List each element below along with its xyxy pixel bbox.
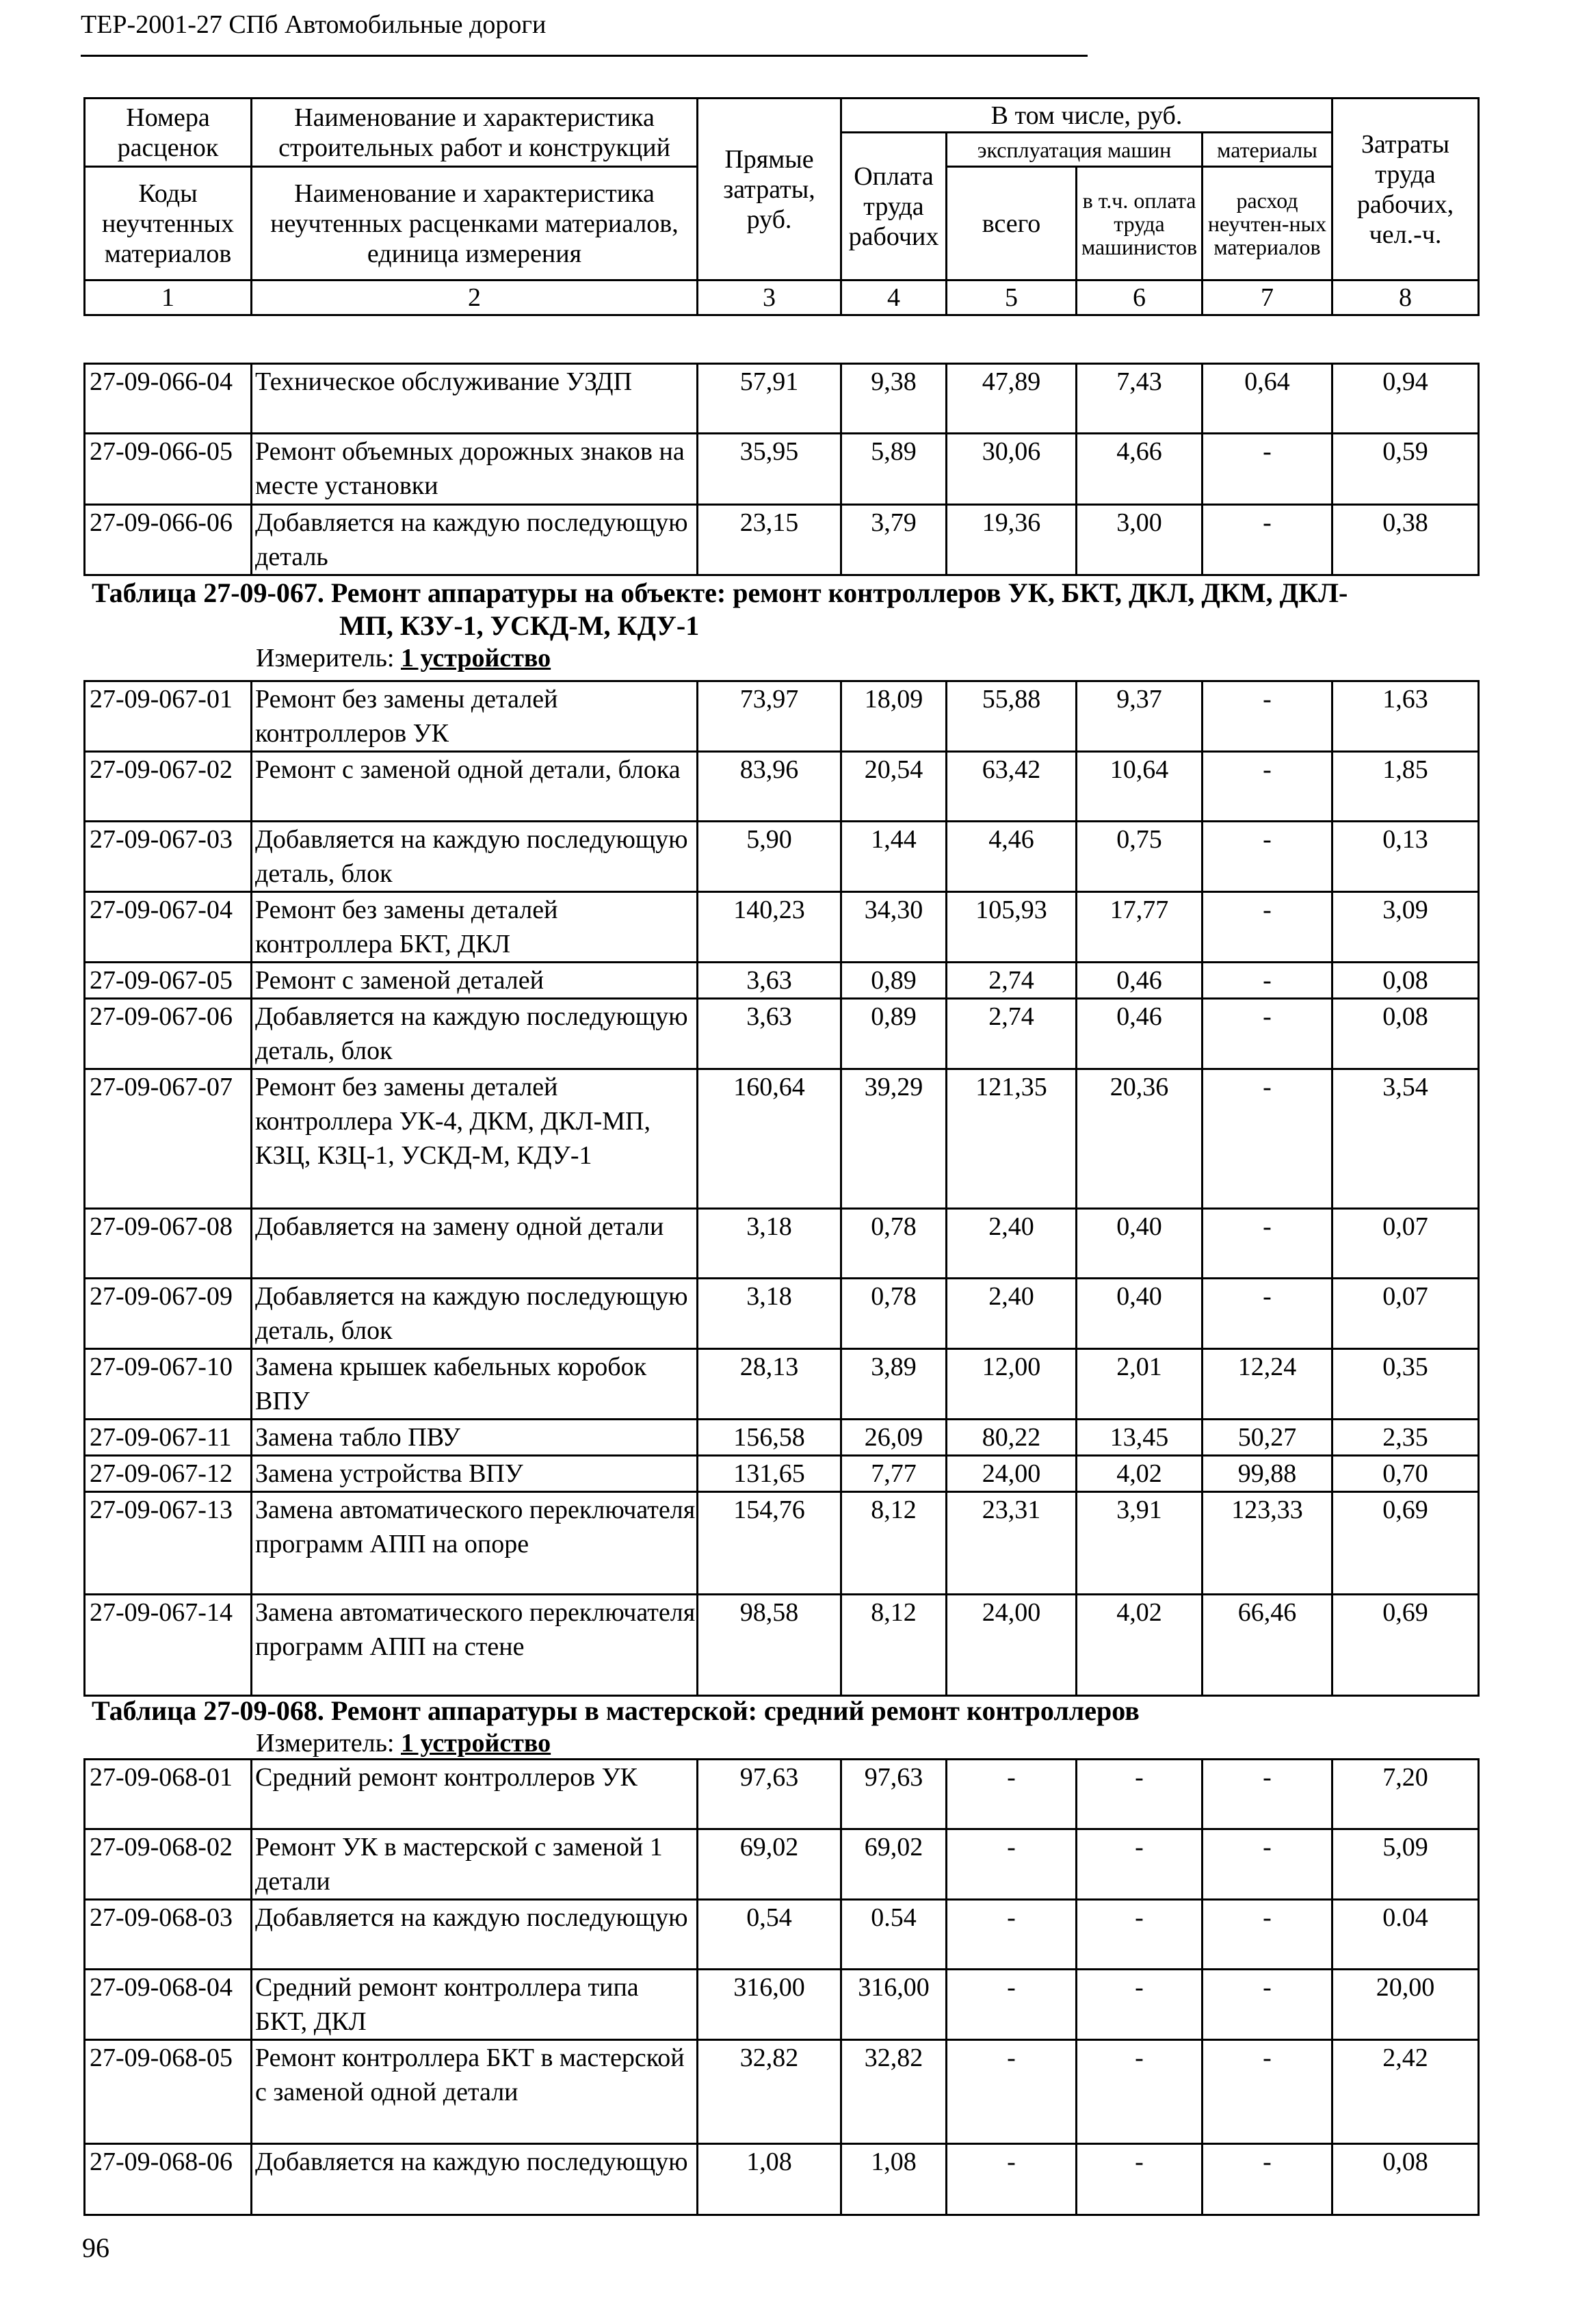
rate-code: 27-09-066-06	[85, 505, 252, 575]
rate-code: 27-09-067-14	[85, 1595, 252, 1696]
rate-code: 27-09-068-06	[85, 2144, 252, 2215]
labor-hours: 1,85	[1332, 752, 1479, 822]
operator-cost: 0,46	[1077, 999, 1203, 1069]
material-cost: -	[1203, 2144, 1332, 2215]
machine-cost: -	[947, 2040, 1077, 2144]
header-number: 8	[1332, 280, 1479, 315]
material-cost: -	[1203, 1829, 1332, 1900]
rate-code: 27-09-067-01	[85, 681, 252, 752]
labor-hours: 0,94	[1332, 364, 1479, 434]
operator-cost: 20,36	[1077, 1069, 1203, 1209]
header-col1-top: Номера расценок	[85, 99, 252, 167]
rate-code: 27-09-067-04	[85, 892, 252, 963]
labor-cost: 20,54	[841, 752, 947, 822]
header-col7: расход неучтен-ных материалов	[1203, 167, 1332, 280]
table-row	[85, 1069, 1479, 1209]
table-068-title: Таблица 27-09-068. Ремонт аппаратуры в мастерской: средний ремонт контроллеров	[92, 1695, 1140, 1726]
material-cost: -	[1203, 999, 1332, 1069]
work-description: Добавляется на каждую последующую деталь, блок	[252, 1279, 698, 1349]
labor-hours: 0,08	[1332, 2144, 1479, 2215]
machine-cost: 121,35	[947, 1069, 1077, 1209]
operator-cost: -	[1077, 1900, 1203, 1970]
direct-cost: 69,02	[698, 1829, 841, 1900]
work-description: Добавляется на каждую последующую	[252, 2144, 698, 2215]
machine-cost: 24,00	[947, 1595, 1077, 1696]
labor-cost: 0,78	[841, 1279, 947, 1349]
material-cost: -	[1203, 1209, 1332, 1279]
header-col2-bottom: Наименование и характеристика неучтенных расценками материалов, единица измерения	[252, 167, 698, 280]
rate-code: 27-09-067-06	[85, 999, 252, 1069]
operator-cost: 0,46	[1077, 963, 1203, 999]
table-row	[85, 892, 1479, 963]
labor-cost: 9,38	[841, 364, 947, 434]
work-description: Замена автоматического переключателя программ АПП на стене	[252, 1595, 698, 1696]
header-number: 3	[698, 280, 841, 315]
header-divider	[81, 55, 1088, 57]
work-description: Техническое обслуживание УЗДП	[252, 364, 698, 434]
rate-code: 27-09-067-13	[85, 1492, 252, 1595]
labor-cost: 0,78	[841, 1209, 947, 1279]
header-number: 4	[841, 280, 947, 315]
table-row	[85, 364, 1479, 434]
table-row	[85, 2144, 1479, 2215]
work-description: Средний ремонт контроллеров УК	[252, 1760, 698, 1829]
labor-cost: 8,12	[841, 1595, 947, 1696]
operator-cost: 4,02	[1077, 1456, 1203, 1492]
labor-cost: 18,09	[841, 681, 947, 752]
table-067-meter	[256, 643, 551, 673]
table-067	[83, 680, 1480, 1697]
labor-cost: 1,44	[841, 822, 947, 892]
work-description: Ремонт с заменой деталей	[252, 963, 698, 999]
work-description: Добавляется на каждую последующую деталь, блок	[252, 999, 698, 1069]
column-header-table	[83, 97, 1480, 316]
work-description: Ремонт УК в мастерской с заменой 1 детали	[252, 1829, 698, 1900]
header-group: В том числе, руб.	[841, 99, 1332, 133]
work-description: Ремонт с заменой одной детали, блока	[252, 752, 698, 822]
header-col6: в т.ч. оплата труда машинистов	[1077, 167, 1203, 280]
material-cost: -	[1203, 1760, 1332, 1829]
direct-cost: 316,00	[698, 1970, 841, 2040]
labor-cost: 0,89	[841, 999, 947, 1069]
operator-cost: -	[1077, 1970, 1203, 2040]
operator-cost: 4,66	[1077, 434, 1203, 505]
direct-cost: 140,23	[698, 892, 841, 963]
table-row	[85, 1900, 1479, 1970]
direct-cost: 23,15	[698, 505, 841, 575]
work-description: Добавляется на замену одной детали	[252, 1209, 698, 1279]
labor-hours: 5,09	[1332, 1829, 1479, 1900]
labor-hours: 0,35	[1332, 1349, 1479, 1420]
work-description: Ремонт без замены деталей контроллеров УК	[252, 681, 698, 752]
labor-hours: 0,13	[1332, 822, 1479, 892]
rate-code: 27-09-067-07	[85, 1069, 252, 1209]
direct-cost: 28,13	[698, 1349, 841, 1420]
direct-cost: 5,90	[698, 822, 841, 892]
meter-value: 1 устройство	[401, 644, 551, 673]
operator-cost: 4,02	[1077, 1595, 1203, 1696]
labor-hours: 3,09	[1332, 892, 1479, 963]
direct-cost: 97,63	[698, 1760, 841, 1829]
table-row	[85, 1349, 1479, 1420]
rate-code: 27-09-068-04	[85, 1970, 252, 2040]
labor-hours: 0,38	[1332, 505, 1479, 575]
labor-hours: 2,42	[1332, 2040, 1479, 2144]
header-number: 1	[85, 280, 252, 315]
direct-cost: 32,82	[698, 2040, 841, 2144]
direct-cost: 35,95	[698, 434, 841, 505]
material-cost: -	[1203, 822, 1332, 892]
table-row	[85, 2040, 1479, 2144]
table-row	[85, 1279, 1479, 1349]
rate-code: 27-09-067-10	[85, 1349, 252, 1420]
table-row	[85, 999, 1479, 1069]
machine-cost: -	[947, 1760, 1077, 1829]
direct-cost: 73,97	[698, 681, 841, 752]
direct-cost: 156,58	[698, 1420, 841, 1456]
table-067-title-cont: МП, КЗУ-1, УСКД-М, КДУ-1	[339, 610, 700, 641]
work-description: Добавляется на каждую последующую деталь	[252, 505, 698, 575]
table-row	[85, 1970, 1479, 2040]
material-cost: 0,64	[1203, 364, 1332, 434]
machine-cost: 30,06	[947, 434, 1077, 505]
operator-cost: -	[1077, 1760, 1203, 1829]
header-col4: Оплата труда рабочих	[841, 133, 947, 280]
operator-cost: 13,45	[1077, 1420, 1203, 1456]
material-cost: 66,46	[1203, 1595, 1332, 1696]
table-row	[85, 822, 1479, 892]
work-description: Ремонт контроллера БКТ в мастерской с заменой одной детали	[252, 2040, 698, 2144]
rate-code: 27-09-068-01	[85, 1760, 252, 1829]
labor-hours: 1,63	[1332, 681, 1479, 752]
operator-cost: 0,75	[1077, 822, 1203, 892]
machine-cost: 105,93	[947, 892, 1077, 963]
material-cost: 99,88	[1203, 1456, 1332, 1492]
direct-cost: 3,63	[698, 999, 841, 1069]
header-number: 2	[252, 280, 698, 315]
operator-cost: -	[1077, 1829, 1203, 1900]
table-068-meter	[256, 1728, 551, 1758]
work-description: Замена табло ПВУ	[252, 1420, 698, 1456]
direct-cost: 1,08	[698, 2144, 841, 2215]
labor-hours: 0,07	[1332, 1279, 1479, 1349]
labor-hours: 0,07	[1332, 1209, 1479, 1279]
material-cost: 12,24	[1203, 1349, 1332, 1420]
labor-cost: 69,02	[841, 1829, 947, 1900]
labor-cost: 97,63	[841, 1760, 947, 1829]
labor-cost: 32,82	[841, 2040, 947, 2144]
meter-value: 1 устройство	[401, 1729, 551, 1758]
machine-cost: -	[947, 1900, 1077, 1970]
page-number: 96	[82, 2232, 109, 2263]
table-row	[85, 752, 1479, 822]
labor-hours: 0,70	[1332, 1456, 1479, 1492]
material-cost: -	[1203, 434, 1332, 505]
table-row	[85, 505, 1479, 575]
labor-cost: 3,89	[841, 1349, 947, 1420]
rate-code: 27-09-067-03	[85, 822, 252, 892]
rate-code: 27-09-068-02	[85, 1829, 252, 1900]
table-067-title: Таблица 27-09-067. Ремонт аппаратуры на объекте: ремонт контроллеров УК, БКТ, ДКЛ, ДКМ, ДКЛ-	[92, 577, 1348, 608]
operator-cost: -	[1077, 2040, 1203, 2144]
machine-cost: 47,89	[947, 364, 1077, 434]
rate-code: 27-09-067-12	[85, 1456, 252, 1492]
direct-cost: 98,58	[698, 1595, 841, 1696]
material-cost: -	[1203, 1970, 1332, 2040]
machine-cost: 2,40	[947, 1209, 1077, 1279]
labor-hours: 0,08	[1332, 999, 1479, 1069]
table-row	[85, 1595, 1479, 1696]
labor-hours: 0,59	[1332, 434, 1479, 505]
meter-label: Измеритель:	[256, 644, 395, 673]
header-col1-bottom: Коды неучтенных материалов	[85, 167, 252, 280]
labor-hours: 0,08	[1332, 963, 1479, 999]
operator-cost: -	[1077, 2144, 1203, 2215]
material-cost: -	[1203, 1069, 1332, 1209]
machine-cost: 12,00	[947, 1349, 1077, 1420]
material-cost: 50,27	[1203, 1420, 1332, 1456]
machine-cost: 63,42	[947, 752, 1077, 822]
labor-hours: 2,35	[1332, 1420, 1479, 1456]
rate-code: 27-09-066-05	[85, 434, 252, 505]
table-row	[85, 963, 1479, 999]
direct-cost: 131,65	[698, 1456, 841, 1492]
direct-cost: 57,91	[698, 364, 841, 434]
direct-cost: 3,18	[698, 1209, 841, 1279]
labor-hours: 3,54	[1332, 1069, 1479, 1209]
rate-code: 27-09-067-08	[85, 1209, 252, 1279]
rate-code: 27-09-066-04	[85, 364, 252, 434]
labor-cost: 0.54	[841, 1900, 947, 1970]
operator-cost: 3,00	[1077, 505, 1203, 575]
material-cost: -	[1203, 963, 1332, 999]
header-col3: Прямые затраты, руб.	[698, 99, 841, 280]
labor-cost: 34,30	[841, 892, 947, 963]
machine-cost: -	[947, 2144, 1077, 2215]
operator-cost: 17,77	[1077, 892, 1203, 963]
material-cost: -	[1203, 1279, 1332, 1349]
work-description: Замена автоматического переключателя программ АПП на опоре	[252, 1492, 698, 1595]
material-cost: -	[1203, 1900, 1332, 1970]
direct-cost: 3,63	[698, 963, 841, 999]
machine-cost: 55,88	[947, 681, 1077, 752]
running-head: ТЕР-2001-27 СПб Автомобильные дороги	[81, 10, 547, 39]
rate-code: 27-09-067-02	[85, 752, 252, 822]
rate-code: 27-09-068-05	[85, 2040, 252, 2144]
header-col8: Затраты труда рабочих, чел.-ч.	[1332, 99, 1479, 280]
rate-code: 27-09-068-03	[85, 1900, 252, 1970]
operator-cost: 7,43	[1077, 364, 1203, 434]
table-row	[85, 1829, 1479, 1900]
material-cost: -	[1203, 2040, 1332, 2144]
labor-cost: 316,00	[841, 1970, 947, 2040]
table-row	[85, 681, 1479, 752]
labor-cost: 39,29	[841, 1069, 947, 1209]
machine-cost: 19,36	[947, 505, 1077, 575]
labor-hours: 7,20	[1332, 1760, 1479, 1829]
material-cost: 123,33	[1203, 1492, 1332, 1595]
direct-cost: 160,64	[698, 1069, 841, 1209]
table-row	[85, 1492, 1479, 1595]
machine-cost: 80,22	[947, 1420, 1077, 1456]
table-row	[85, 434, 1479, 505]
direct-cost: 154,76	[698, 1492, 841, 1595]
labor-hours: 0,69	[1332, 1595, 1479, 1696]
direct-cost: 3,18	[698, 1279, 841, 1349]
operator-cost: 10,64	[1077, 752, 1203, 822]
header-number: 5	[947, 280, 1077, 315]
header-col5: всего	[947, 167, 1077, 280]
operator-cost: 9,37	[1077, 681, 1203, 752]
labor-hours: 20,00	[1332, 1970, 1479, 2040]
machine-cost: 24,00	[947, 1456, 1077, 1492]
machine-cost: -	[947, 1829, 1077, 1900]
machine-cost: 2,40	[947, 1279, 1077, 1349]
machine-cost: 2,74	[947, 999, 1077, 1069]
material-cost: -	[1203, 681, 1332, 752]
work-description: Добавляется на каждую последующую	[252, 1900, 698, 1970]
machine-cost: 4,46	[947, 822, 1077, 892]
work-description: Средний ремонт контроллера типа БКТ, ДКЛ	[252, 1970, 698, 2040]
direct-cost: 83,96	[698, 752, 841, 822]
header-number: 6	[1077, 280, 1203, 315]
material-cost: -	[1203, 505, 1332, 575]
operator-cost: 2,01	[1077, 1349, 1203, 1420]
rate-code: 27-09-067-05	[85, 963, 252, 999]
header-machines: эксплуатация машин	[947, 133, 1203, 167]
operator-cost: 0,40	[1077, 1209, 1203, 1279]
table-row	[85, 1420, 1479, 1456]
labor-cost: 8,12	[841, 1492, 947, 1595]
rate-code: 27-09-067-09	[85, 1279, 252, 1349]
direct-cost: 0,54	[698, 1900, 841, 1970]
work-description: Добавляется на каждую последующую деталь, блок	[252, 822, 698, 892]
work-description: Ремонт объемных дорожных знаков на месте установки	[252, 434, 698, 505]
table-row	[85, 1456, 1479, 1492]
header-col2-top: Наименование и характеристика строительных работ и конструкций	[252, 99, 698, 167]
table-066	[83, 363, 1480, 576]
labor-cost: 1,08	[841, 2144, 947, 2215]
work-description: Ремонт без замены деталей контроллера УК-4, ДКМ, ДКЛ-МП, КЗЦ, КЗЦ-1, УСКД-М, КДУ-1	[252, 1069, 698, 1209]
table-068	[83, 1758, 1480, 2216]
table-row	[85, 1760, 1479, 1829]
work-description: Замена крышек кабельных коробок ВПУ	[252, 1349, 698, 1420]
operator-cost: 3,91	[1077, 1492, 1203, 1595]
header-materials: материалы	[1203, 133, 1332, 167]
meter-label: Измеритель:	[256, 1729, 395, 1758]
labor-cost: 26,09	[841, 1420, 947, 1456]
labor-cost: 7,77	[841, 1456, 947, 1492]
labor-cost: 3,79	[841, 505, 947, 575]
labor-cost: 5,89	[841, 434, 947, 505]
header-number: 7	[1203, 280, 1332, 315]
labor-hours: 0.04	[1332, 1900, 1479, 1970]
labor-cost: 0,89	[841, 963, 947, 999]
rate-code: 27-09-067-11	[85, 1420, 252, 1456]
material-cost: -	[1203, 752, 1332, 822]
table-row	[85, 1209, 1479, 1279]
labor-hours: 0,69	[1332, 1492, 1479, 1595]
material-cost: -	[1203, 892, 1332, 963]
work-description: Ремонт без замены деталей контроллера БКТ, ДКЛ	[252, 892, 698, 963]
work-description: Замена устройства ВПУ	[252, 1456, 698, 1492]
machine-cost: -	[947, 1970, 1077, 2040]
machine-cost: 2,74	[947, 963, 1077, 999]
machine-cost: 23,31	[947, 1492, 1077, 1595]
operator-cost: 0,40	[1077, 1279, 1203, 1349]
